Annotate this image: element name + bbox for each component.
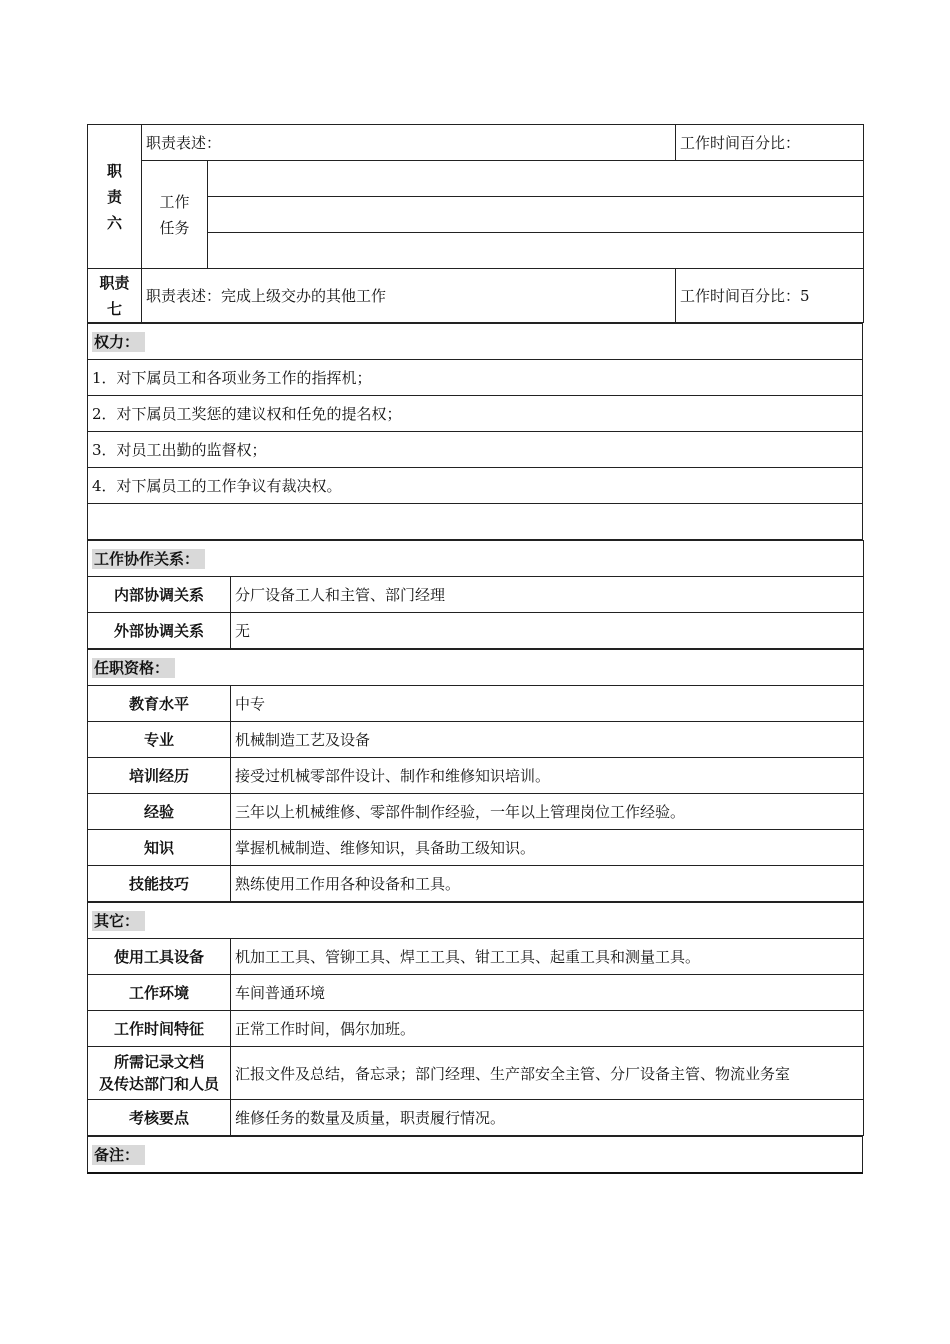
powers-table bbox=[87, 323, 863, 540]
education-value: 中专 bbox=[231, 686, 864, 722]
skills-value: 熟练使用工作用各种设备和工具。 bbox=[231, 866, 864, 902]
job-description-sheet bbox=[87, 124, 863, 1174]
work-time-label: 工作时间特征 bbox=[88, 1011, 231, 1047]
duty6-task-line-2 bbox=[208, 197, 864, 233]
others-table bbox=[87, 902, 864, 1136]
records-label: 所需记录文档 及传达部门和人员 bbox=[88, 1047, 231, 1100]
duty6-percent: 工作时间百分比： bbox=[676, 125, 864, 161]
duties-table bbox=[87, 124, 864, 323]
remarks-title: 备注： bbox=[88, 1137, 863, 1173]
internal-coordination-value: 分厂设备工人和主管、部门经理 bbox=[231, 577, 864, 613]
duty6-task-line-3 bbox=[208, 233, 864, 269]
knowledge-label: 知识 bbox=[88, 830, 231, 866]
power-item: 3．对员工出勤的监督权； bbox=[88, 432, 863, 468]
others-title: 其它： bbox=[88, 903, 864, 939]
skills-label: 技能技巧 bbox=[88, 866, 231, 902]
tools-label: 使用工具设备 bbox=[88, 939, 231, 975]
training-label: 培训经历 bbox=[88, 758, 231, 794]
cooperation-title: 工作协作关系： bbox=[88, 541, 864, 577]
work-time-value: 正常工作时间，偶尔加班。 bbox=[231, 1011, 864, 1047]
environment-value: 车间普通环境 bbox=[231, 975, 864, 1011]
powers-title: 权力： bbox=[88, 324, 863, 360]
duty7-label: 职责 七 bbox=[88, 269, 142, 323]
knowledge-value: 掌握机械制造、维修知识，具备助工级知识。 bbox=[231, 830, 864, 866]
duty6-task-label: 工作 任务 bbox=[142, 161, 208, 269]
qualifications-title: 任职资格： bbox=[88, 650, 864, 686]
environment-label: 工作环境 bbox=[88, 975, 231, 1011]
duty6-label: 职 责 六 bbox=[88, 125, 142, 269]
records-value: 汇报文件及总结，备忘录；部门经理、生产部安全主管、分厂设备主管、物流业务室 bbox=[231, 1047, 864, 1100]
experience-label: 经验 bbox=[88, 794, 231, 830]
duty7-description: 职责表述：完成上级交办的其他工作 bbox=[142, 269, 676, 323]
external-coordination-value: 无 bbox=[231, 613, 864, 649]
cooperation-table bbox=[87, 540, 864, 649]
power-item: 2．对下属员工奖惩的建议权和任免的提名权； bbox=[88, 396, 863, 432]
remarks-table bbox=[87, 1136, 863, 1174]
training-value: 接受过机械零部件设计、制作和维修知识培训。 bbox=[231, 758, 864, 794]
tools-value: 机加工工具、管铆工具、焊工工具、钳工工具、起重工具和测量工具。 bbox=[231, 939, 864, 975]
experience-value: 三年以上机械维修、零部件制作经验，一年以上管理岗位工作经验。 bbox=[231, 794, 864, 830]
qualifications-table bbox=[87, 649, 864, 902]
external-coordination-label: 外部协调关系 bbox=[88, 613, 231, 649]
major-value: 机械制造工艺及设备 bbox=[231, 722, 864, 758]
power-item-empty bbox=[88, 504, 863, 540]
duty6-task-line-1 bbox=[208, 161, 864, 197]
assessment-value: 维修任务的数量及质量，职责履行情况。 bbox=[231, 1100, 864, 1136]
major-label: 专业 bbox=[88, 722, 231, 758]
duty6-description: 职责表述： bbox=[142, 125, 676, 161]
internal-coordination-label: 内部协调关系 bbox=[88, 577, 231, 613]
duty7-percent: 工作时间百分比：5 bbox=[676, 269, 864, 323]
power-item: 4．对下属员工的工作争议有裁决权。 bbox=[88, 468, 863, 504]
education-label: 教育水平 bbox=[88, 686, 231, 722]
power-item: 1．对下属员工和各项业务工作的指挥机； bbox=[88, 360, 863, 396]
assessment-label: 考核要点 bbox=[88, 1100, 231, 1136]
